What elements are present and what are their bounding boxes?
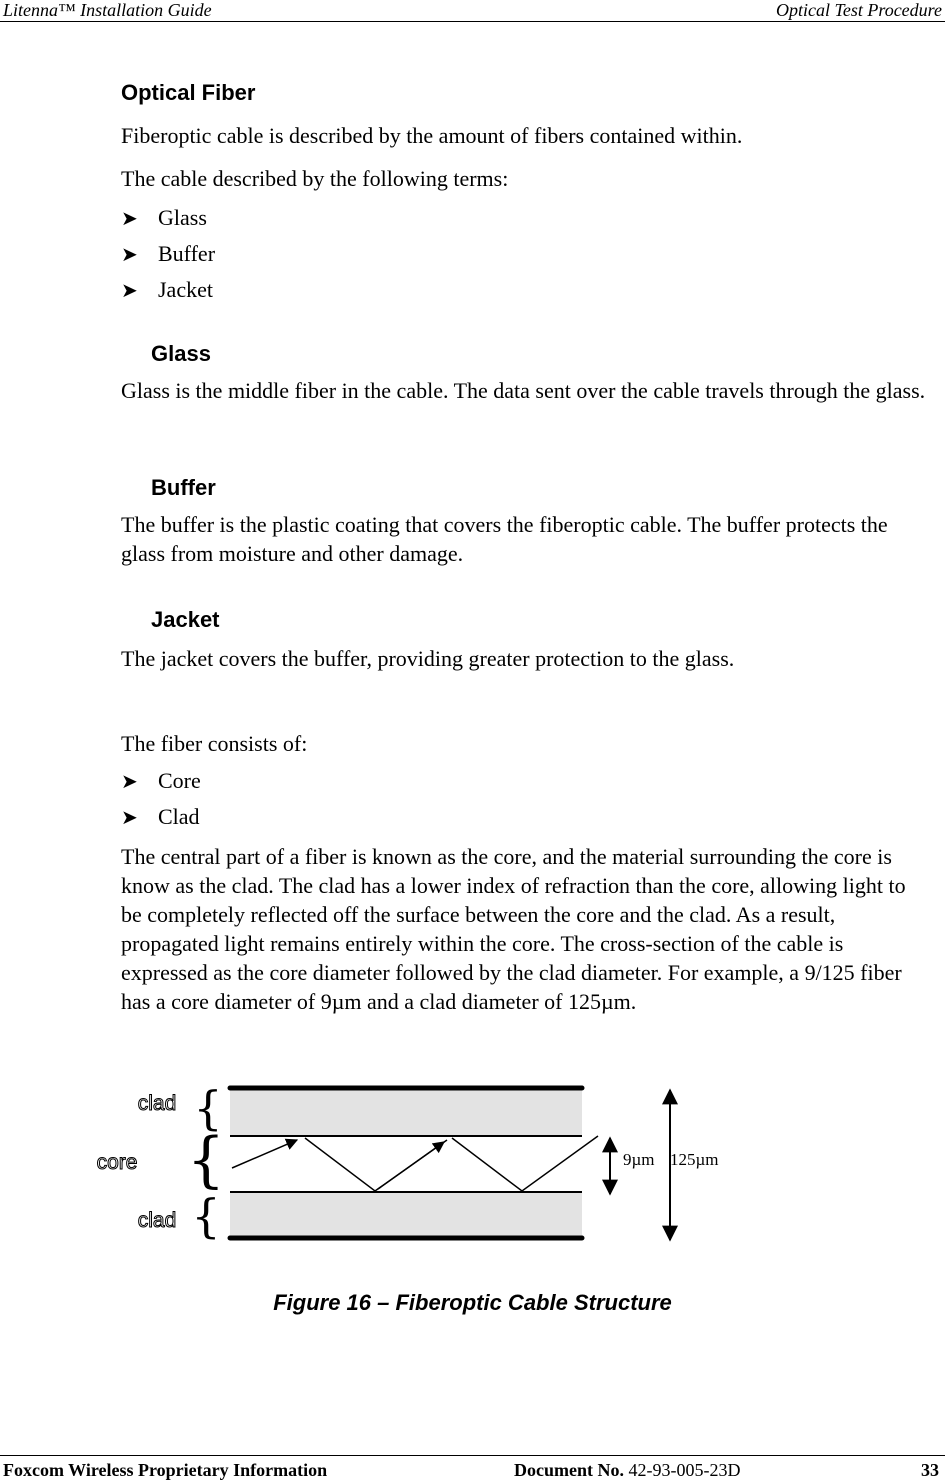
clad-bottom-label: clad — [137, 1209, 177, 1232]
list-item-label: Jacket — [158, 277, 213, 302]
list-item — [121, 241, 215, 269]
page-footer — [0, 1455, 945, 1480]
header-doc-title: Litenna™ Installation Guide — [3, 0, 212, 20]
clad-dimension-label: 125µm — [670, 1150, 719, 1169]
list-item-label: Core — [158, 768, 201, 793]
list-item-label: Buffer — [158, 241, 216, 266]
fiber-description: The central part of a fiber is known as the core, and the material surrounding the core is know as the clad. The clad has a lower index of refraction than the core, allowing light to be completely reflected off the surface between the core and the clad. As a result, propagated light remains entirely within the core. The cross-section of the cable is expressed as the core diameter followed by the clad diameter. For example, a 9/125 fiber has a core diameter of 9µm and a clad diameter of 125µm. — [121, 844, 906, 1014]
fiber-structure-diagram — [0, 1070, 945, 1270]
core-dimension-label: 9µm — [623, 1150, 655, 1169]
list-item — [121, 205, 207, 233]
arrow-bullet-icon: ➤ — [121, 208, 138, 230]
brace-clad-top-icon: { — [193, 1081, 223, 1135]
glass-paragraph: Glass is the middle fiber in the cable. The data sent over the cable travels through the glass. — [121, 378, 926, 403]
intro-paragraph-2: The cable described by the following terms: — [121, 166, 509, 191]
footer-doc-label: Document No. — [514, 1460, 624, 1480]
jacket-heading: Jacket — [151, 607, 220, 632]
light-ray-arrow — [378, 1142, 444, 1189]
light-ray-path — [452, 1136, 598, 1191]
figure-caption: Figure 16 – Fiberoptic Cable Structure — [273, 1290, 672, 1315]
brace-clad-bottom-icon: { — [191, 1189, 221, 1243]
list-item — [121, 768, 201, 796]
intro-paragraph-1: Fiberoptic cable is described by the amount of fibers contained within. — [121, 123, 743, 148]
clad-top-band — [230, 1090, 582, 1136]
footer-document-number — [514, 1460, 740, 1481]
arrow-bullet-icon: ➤ — [121, 280, 138, 302]
arrow-bullet-icon: ➤ — [121, 771, 138, 793]
clad-bottom-band — [230, 1192, 582, 1238]
header-section-title: Optical Test Procedure — [776, 0, 942, 20]
brace-core-icon: { — [186, 1125, 226, 1195]
list-item — [121, 277, 213, 305]
footer-doc-value: 42-93-005-23D — [628, 1460, 741, 1480]
core-label: core — [96, 1151, 138, 1174]
fiber-intro: The fiber consists of: — [121, 731, 308, 756]
page-number: 33 — [921, 1460, 939, 1480]
page-header — [0, 0, 945, 22]
buffer-heading: Buffer — [151, 475, 216, 500]
footer-proprietary: Foxcom Wireless Proprietary Information — [3, 1460, 328, 1480]
list-item — [121, 804, 200, 832]
arrow-bullet-icon: ➤ — [121, 244, 138, 266]
glass-heading: Glass — [151, 341, 211, 366]
clad-top-label: clad — [137, 1092, 177, 1115]
list-item-label: Clad — [158, 804, 200, 829]
section-title: Optical Fiber — [121, 80, 256, 105]
light-ray-arrow — [232, 1140, 297, 1168]
arrow-bullet-icon: ➤ — [121, 807, 138, 829]
list-item-label: Glass — [158, 205, 207, 230]
buffer-paragraph: The buffer is the plastic coating that covers the fiberoptic cable. The buffer protects the glass from moisture and other damage. — [121, 512, 888, 566]
light-ray-path — [305, 1138, 447, 1191]
jacket-paragraph: The jacket covers the buffer, providing greater protection to the glass. — [121, 646, 735, 671]
